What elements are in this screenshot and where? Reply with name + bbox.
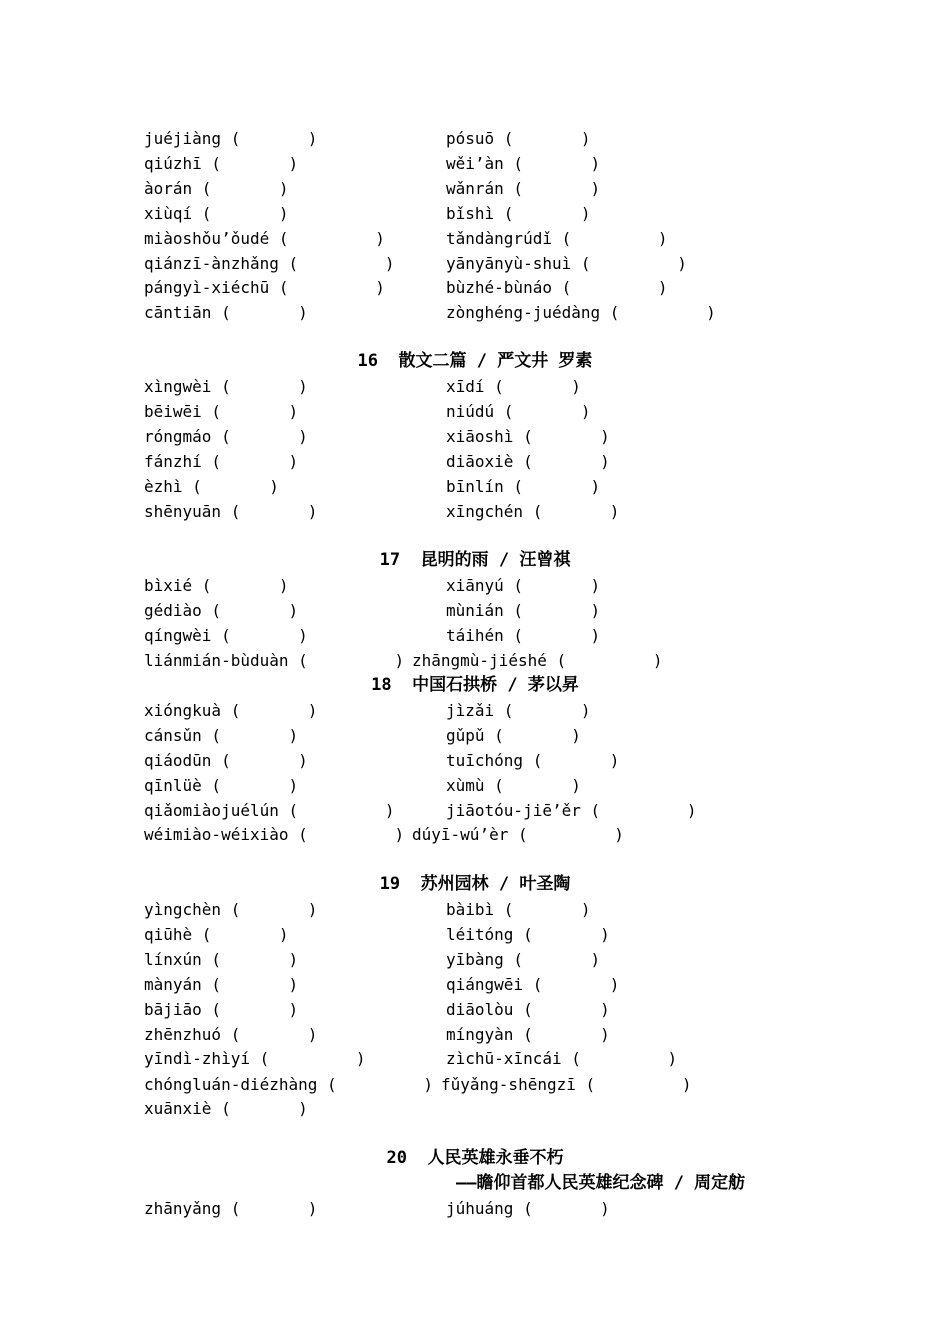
pinyin-item: xuānxiè ( ) [144,1099,308,1118]
pinyin-row [0,798,950,823]
pinyin-row [0,201,950,226]
pinyin-item: jiāotóu-jiē’ěr ( ) [446,800,697,820]
lesson-20-subtitle: ——瞻仰首都人民英雄纪念碑 / 周定舫 [456,1173,746,1193]
pinyin-item: zònghéng-juédàng ( ) [446,303,716,323]
pinyin-item: qiúzhī ( ) [144,153,299,173]
pinyin-row [0,275,950,300]
pinyin-row [0,698,950,723]
pinyin-row [0,499,950,524]
pinyin-item: pósuō ( ) [446,129,591,148]
pinyin-item: liánmián-bùduàn ( ) [144,651,405,670]
pinyin-item: qīnlüè ( ) [144,775,299,795]
pinyin-item: xiāoshì ( ) [446,426,610,446]
pinyin-item: zìchū-xīncái ( ) [446,1049,678,1069]
pinyin-item: pángyì-xiéchū ( ) [144,278,385,298]
pinyin-item: xiānyú ( ) [446,576,601,595]
pinyin-item: bàibì ( ) [446,900,591,919]
pinyin-item: fǔyǎng-shēngzī ( ) [441,1075,692,1094]
pinyin-row [0,947,950,972]
pinyin-row [0,1072,950,1097]
pinyin-row [0,176,950,201]
pinyin-item: èzhì ( ) [144,476,279,496]
pinyin-item: xīdí ( ) [446,377,581,396]
pinyin-item: xiùqí ( ) [144,203,289,223]
pinyin-item: xióngkuà ( ) [144,701,318,720]
pinyin-item: tuīchóng ( ) [446,750,620,770]
pinyin-row [0,598,950,623]
pinyin-row [0,1046,950,1071]
pinyin-item: cāntiān ( ) [144,303,308,323]
pinyin-item: cánsǔn ( ) [144,725,299,745]
pinyin-item: chóngluán-diézhàng ( ) [144,1075,433,1094]
pinyin-item: diāolòu ( ) [446,999,610,1019]
lesson-20-title: 20 人民英雄永垂不朽 [386,1148,564,1168]
pinyin-row [0,1196,950,1221]
pinyin-item: bìxié ( ) [144,576,289,595]
pinyin-item: wǎnrán ( ) [446,178,601,198]
pinyin-item: fánzhí ( ) [144,451,299,471]
pinyin-item: diāoxiè ( ) [446,451,610,471]
pinyin-row [0,623,950,648]
pinyin-item: róngmáo ( ) [144,426,308,446]
pinyin-row [0,648,950,673]
pinyin-item: yānyānyù-shuì ( ) [446,253,687,273]
lesson-17-title: 17 昆明的雨 / 汪曾祺 [379,550,571,570]
pinyin-row [0,151,950,176]
pinyin-item: mànyán ( ) [144,974,299,994]
pinyin-row [0,773,950,798]
pinyin-item: qíngwèi ( ) [144,625,308,645]
pinyin-row [0,300,950,325]
pinyin-row [0,251,950,276]
pinyin-item: bīnlín ( ) [446,476,601,496]
pinyin-item: línxún ( ) [144,949,299,969]
pinyin-item: júhuáng ( ) [446,1199,610,1218]
pinyin-item: gǔpǔ ( ) [446,725,581,745]
pinyin-item: yībàng ( ) [446,949,601,969]
pinyin-item: shēnyuān ( ) [144,501,318,521]
pinyin-item: zhāngmù-jiéshé ( ) [412,651,663,670]
pinyin-row [0,1096,950,1121]
pinyin-item: bǐshì ( ) [446,203,591,223]
pinyin-item: wěi’àn ( ) [446,153,601,173]
pinyin-item: xùmù ( ) [446,775,581,795]
pinyin-item: àorán ( ) [144,178,289,198]
pinyin-row [0,126,950,151]
pinyin-row [0,997,950,1022]
lesson-16-title: 16 散文二篇 / 严文井 罗素 [357,351,593,371]
pinyin-item: qiánzī-ànzhǎng ( ) [144,253,395,273]
pinyin-row [0,723,950,748]
pinyin-item: gédiào ( ) [144,600,299,620]
pinyin-row [0,573,950,598]
pinyin-row [0,474,950,499]
pinyin-item: xīngchén ( ) [446,501,620,521]
pinyin-row [0,449,950,474]
pinyin-item: juéjiàng ( ) [144,129,318,148]
pinyin-row [0,424,950,449]
pinyin-item: bājiāo ( ) [144,999,299,1019]
pinyin-item: léitóng ( ) [446,924,610,944]
lesson-19-title: 19 苏州园林 / 叶圣陶 [379,874,571,894]
pinyin-item: qiáodūn ( ) [144,750,308,770]
pinyin-item: yīndì-zhìyí ( ) [144,1049,366,1069]
pinyin-item: bēiwēi ( ) [144,401,299,421]
pinyin-row [0,972,950,997]
pinyin-item: xìngwèi ( ) [144,377,308,396]
pinyin-item: táihén ( ) [446,625,601,645]
pinyin-item: zhānyǎng ( ) [144,1199,318,1218]
pinyin-row [0,374,950,399]
pinyin-row [0,399,950,424]
pinyin-item: dúyī-wú’èr ( ) [412,825,624,844]
pinyin-item: qiángwēi ( ) [446,974,620,994]
pinyin-item: wéimiào-wéixiào ( ) [144,825,405,844]
pinyin-item: niúdú ( ) [446,401,591,421]
pinyin-row [0,822,950,847]
pinyin-row [0,226,950,251]
pinyin-item: qiūhè ( ) [144,924,289,944]
pinyin-row [0,922,950,947]
pinyin-item: bùzhé-bùnáo ( ) [446,278,668,298]
lesson-18-title: 18 中国石拱桥 / 茅以昇 [371,675,579,695]
pinyin-item: mùnián ( ) [446,600,601,620]
pinyin-row [0,897,950,922]
pinyin-item: qiǎomiàojuélún ( ) [144,800,395,820]
pinyin-item: miàoshǒu’ǒudé ( ) [144,228,385,248]
pinyin-row [0,1022,950,1047]
pinyin-item: jìzǎi ( ) [446,701,591,720]
pinyin-item: yìngchèn ( ) [144,900,318,919]
pinyin-item: zhēnzhuó ( ) [144,1024,318,1044]
pinyin-item: tǎndàngrúdǐ ( ) [446,228,668,248]
pinyin-row [0,748,950,773]
pinyin-item: míngyàn ( ) [446,1024,610,1044]
